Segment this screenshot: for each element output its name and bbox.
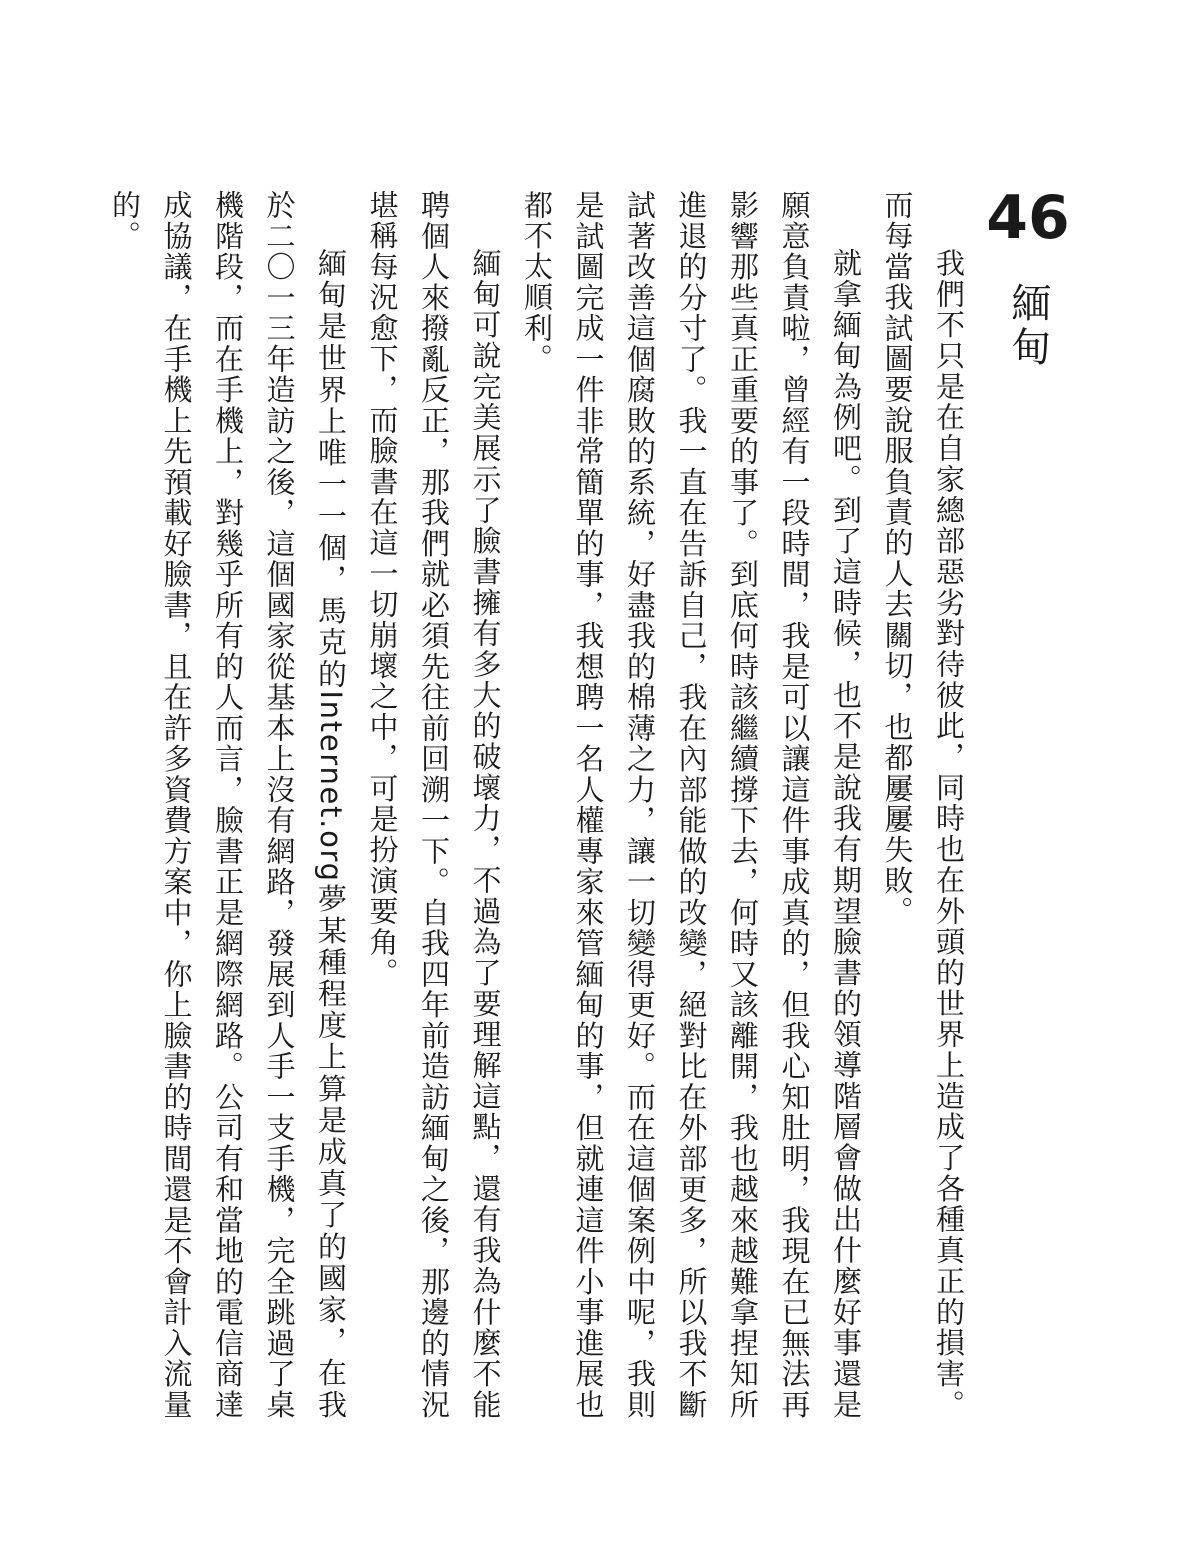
chapter-number: 46 [986, 183, 1070, 253]
paragraph: 我們不只是在自家總部惡劣對待彼此，同時也在外頭的世界上造成了各種真正的損害。而每當我試圖要說服負責的人去關切，也都屢屢失敗。 [880, 190, 966, 1420]
paragraph: 緬甸可說完美展示了臉書擁有多大的破壞力，不過為了要理解這點，還有我為什麼不能聘個人來撥亂反正，那我們就必須先往前回溯一下。自我四年前造訪緬甸之後，那邊的情況堪稱每況愈下，而臉書在這一切崩壞之中，可是扮演要角。 [365, 190, 503, 1420]
chapter-title: 緬甸 [1005, 282, 1051, 370]
body-text [108, 190, 974, 1420]
paragraph: 就拿緬甸為例吧。到了這時候，也不是說我有期望臉書的領導階層會做出什麼好事還是願意負責啦，曾經有一段時間，我是可以讓這件事成真的，但我心知肚明，我現在已無法再影響那些真正重要的事了。到底何時該繼續撐下去，何時又該離開，我也越來越難拿捏知所進退的分寸了。我一直在告訴自己，我在內部能做的改變，絕對比在外部更多，所以我不斷試著改善這個腐敗的系統，好盡我的棉薄之力，讓一切變得更好。而在這個案例中呢，我則是試圖完成一件非常簡單的事，我想聘一名人權專家來管緬甸的事，但就連這件小事進展也都不太順利。 [520, 190, 863, 1420]
paragraph: 緬甸是世界上唯一一個，馬克的Internet.org夢某種程度上算是成真了的國家，在我於二〇一三年造訪之後，這個國家從基本上沒有網路，發展到人手一支手機，完全跳過了桌機階段，而在手機上，對幾乎所有的人而言，臉書正是網際網路。公司有和當地的電信商達成協議，在手機上先預載好臉書，且在許多資費方案中，你上臉書的時間還是不會計入流量的。 [108, 190, 348, 1420]
chapter-heading [968, 183, 1088, 396]
